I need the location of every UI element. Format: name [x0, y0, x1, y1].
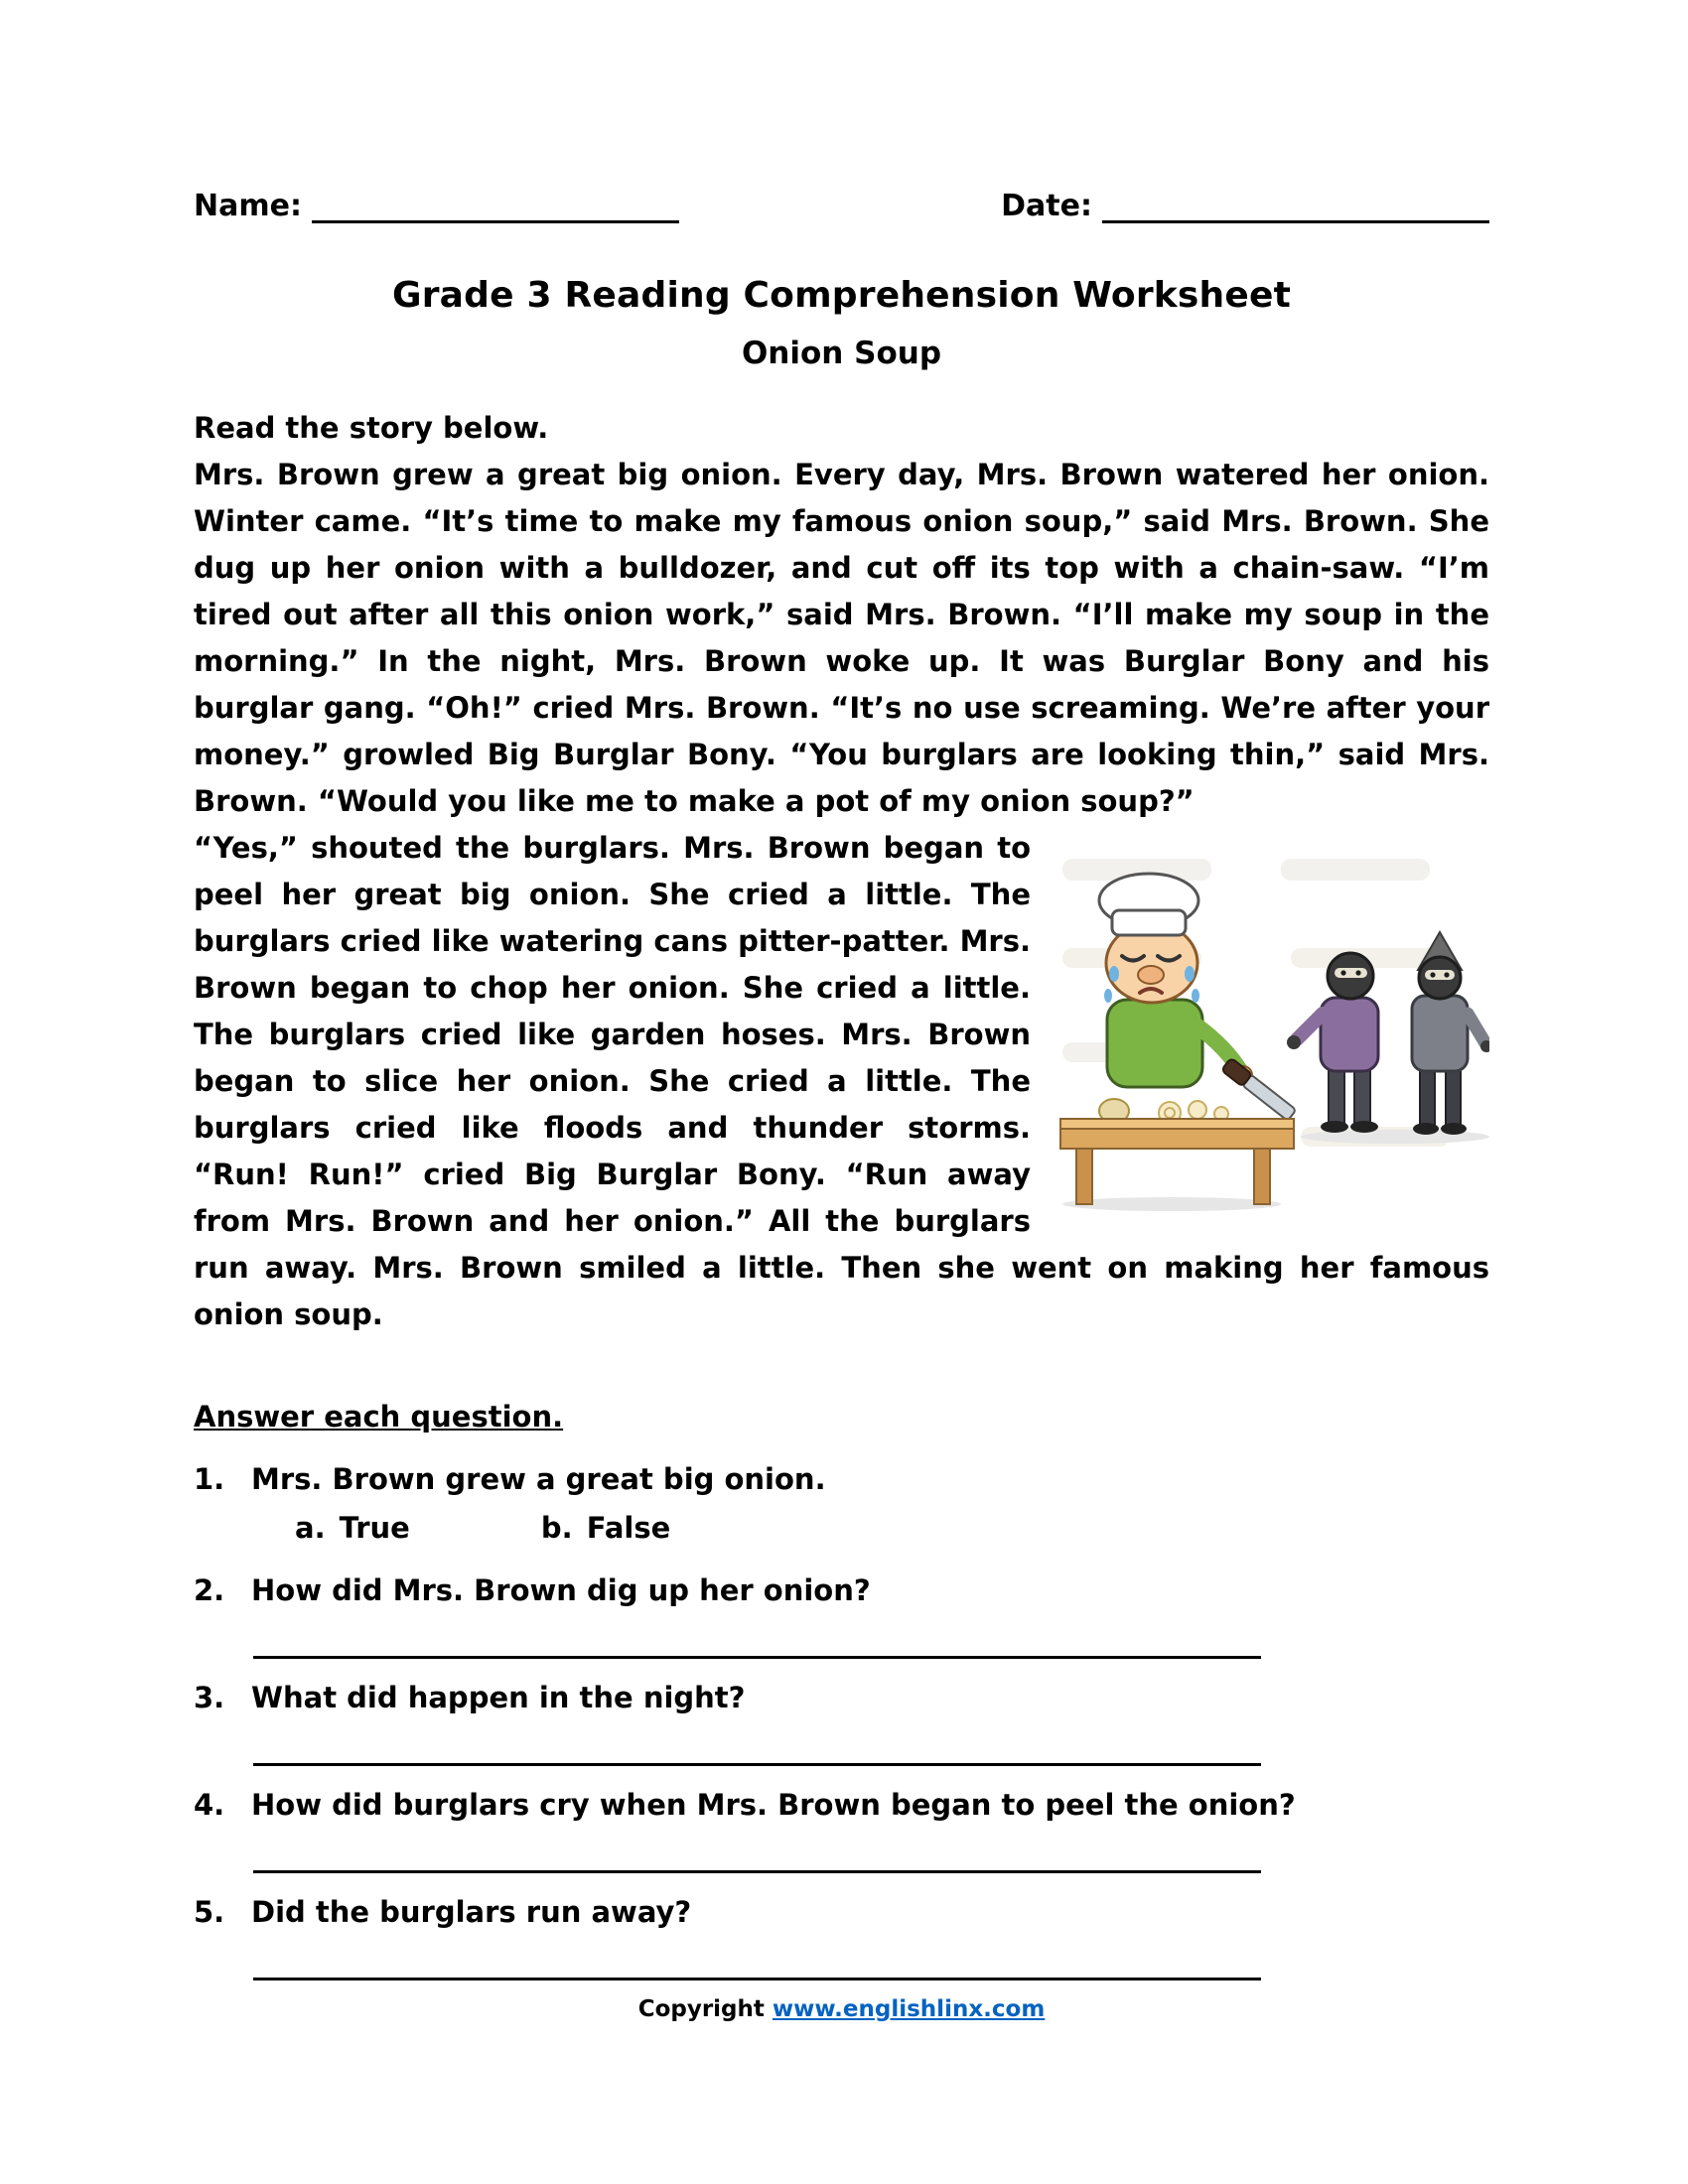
- name-blank-line: [312, 191, 679, 223]
- date-blank-line: [1102, 191, 1489, 223]
- answer-blank-line: [253, 1614, 1261, 1659]
- name-label: Name:: [194, 189, 302, 223]
- story-illustration: [1053, 829, 1489, 1211]
- question-text: Did the burglars run away?: [251, 1895, 692, 1929]
- header-row: [194, 189, 1489, 223]
- copyright-link[interactable]: www.englishlinx.com: [772, 1996, 1046, 2022]
- questions-section: [194, 1394, 1489, 1980]
- question-1-options: [295, 1505, 1489, 1552]
- question-1: [194, 1456, 1489, 1503]
- page-subtitle: Onion Soup: [741, 336, 942, 371]
- date-field-group: [1001, 189, 1489, 223]
- question-5: [194, 1889, 1489, 1936]
- question-text: Mrs. Brown grew a great big onion.: [251, 1462, 826, 1496]
- burglar-two: [1412, 932, 1489, 1135]
- question-number: 3.: [194, 1681, 225, 1714]
- story-text: [194, 452, 1489, 1338]
- answer-blank-line: [253, 1829, 1261, 1873]
- name-field-group: [194, 189, 679, 223]
- shadow: [1062, 1197, 1281, 1211]
- questions-heading: Answer each question.: [194, 1400, 564, 1433]
- option-label: a.: [295, 1511, 326, 1545]
- footer: [194, 1996, 1489, 2022]
- question-number: 4.: [194, 1788, 225, 1822]
- story-paragraph-2-wrap: [194, 825, 1489, 1338]
- question-text: What did happen in the night?: [251, 1681, 746, 1714]
- story-instructions: Read the story below.: [194, 411, 549, 445]
- knife-icon: [1221, 1057, 1297, 1121]
- answer-blank-line: [253, 1721, 1261, 1766]
- question-text: How did Mrs. Brown dig up her onion?: [251, 1573, 871, 1607]
- page-title: Grade 3 Reading Comprehension Worksheet: [391, 275, 1292, 316]
- option-text: False: [586, 1511, 671, 1545]
- story-paragraph-2: “Yes,” shouted the burglars. Mrs. Brown began to peel her great big onion. She cried a little. The burglars cried like watering cans pitter-patter. Mrs. Brown began to chop her onion. She cried a little. The burglars cried like garden hoses. Mrs. Brown began to slice her onion. She cried a little. The burglars cried like floods and thunder storms. “Run! Run!” cried Big Burglar Bony. “Run away from Mrs. Brown and her onion.” All the burglars run away. Mrs. Brown smiled a little. Then she went on making her famous onion soup.: [194, 831, 1489, 1331]
- chef-character: [1099, 874, 1297, 1122]
- copyright-label: Copyright: [637, 1996, 765, 2022]
- question-4: [194, 1782, 1489, 1829]
- option-true: [295, 1505, 410, 1552]
- question-2: [194, 1568, 1489, 1614]
- answer-blank-line: [253, 1936, 1261, 1980]
- question-text: How did burglars cry when Mrs. Brown began to peel the onion?: [251, 1788, 1296, 1822]
- onion-cutting-table: [1060, 1099, 1294, 1204]
- question-number: 5.: [194, 1895, 225, 1929]
- date-label: Date:: [1001, 189, 1092, 223]
- question-3: [194, 1675, 1489, 1721]
- option-false: [541, 1505, 670, 1552]
- question-number: 2.: [194, 1573, 225, 1607]
- story-paragraph-1: Mrs. Brown grew a great big onion. Every day, Mrs. Brown watered her onion. Winter came. “It’s time to make my famous onion soup,” said Mrs. Brown. She dug up her onion with a bulldozer, and cut off its top with a chain-saw. “I’m tired out after all this onion work,” said Mrs. Brown. “I’ll make my soup in the morning.” In the night, Mrs. Brown woke up. It was Burglar Bony and his burglar gang. “Oh!” cried Mrs. Brown. “It’s no use screaming. We’re after your money.” growled Big Burglar Bony. “You burglars are looking thin,” said Mrs. Brown. “Would you like me to make a pot of my onion soup?”: [194, 458, 1489, 818]
- option-text: True: [339, 1511, 410, 1545]
- question-number: 1.: [194, 1462, 225, 1496]
- chef-hat-icon: [1099, 874, 1198, 935]
- option-label: b.: [540, 1511, 573, 1545]
- burglar-one: [1287, 953, 1378, 1133]
